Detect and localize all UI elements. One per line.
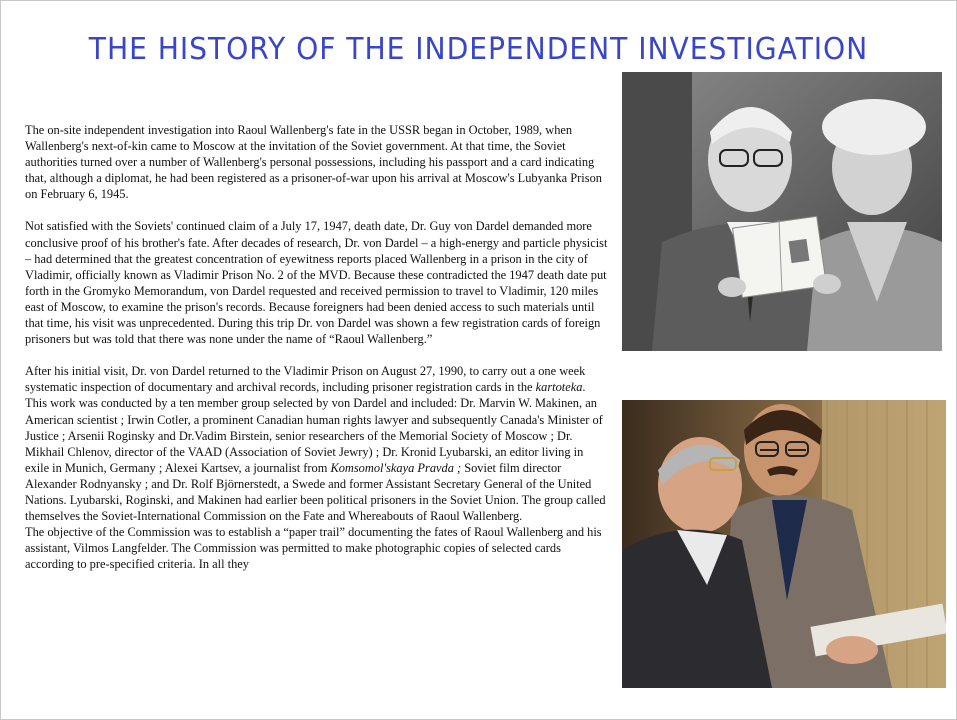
paragraph-3-text-b: . This work was conducted by a ten member group selected by von Dardel and included: Dr. Marvin W. Makinen, an American scientist ; Irwin Cotler, a prominent Canadian human rights lawyer and subsequently Canada's Minister of Justice ; Arsenii Roginsky and Dr.Vadim Birstein, senior researchers of the Memorial Society of Moscow ; Dr. Mikhail Chlenov, director of the VAAD (Association of Soviet Jewry) ; Dr. Kronid Lyubarski, an editor living in exile in Munich, Germany ; Alexei Kartsev, a journalist from <box>25 380 603 475</box>
paragraph-1: The on-site independent investigation into Raoul Wallenberg's fate in the USSR began in October, 1989, when Wallenberg's next-of-kin came to Moscow at the invitation of the Soviet government. At that time, the Soviet authorities turned over a number of Wallenberg's personal possessions, including his passport and a card indicating that, although a diplomat, he had been registered as a prisoner-of-war upon his arrival at Moscow's Lubyanka Prison on February 6, 1945. <box>25 123 602 202</box>
kartoteka-term: kartoteka <box>535 380 583 395</box>
paragraph-2: Not satisfied with the Soviets' continued claim of a July 17, 1947, death date, Dr. Guy von Dardel demanded more conclusive proof of his brother's fate. After decades of research, Dr. von Dardel – a high-energy and particle physicist – had determined that the greatest concentration of eyewitness reports placed Wallenberg in a prison in the city of Vladimir, officially known as Vladimir Prison No. 2 of the MVD. Because these contradicted the 1947 death date put forth in the Gromyko Memorandum, von Dardel requested and received permission to travel to Vladimir, 120 miles east of Moscow, to examine the prison's records. Because foreigners had been denied access to such materials until that time, his visit was unprecedented. During this trip Dr. von Dardel was shown a few registration cards of foreign prisoners but was told that there was none under the name of “Raoul Wallenberg.” <box>25 219 608 347</box>
komsomolskaya-pravda-term: Komsomol'skaya Pravda ; <box>330 460 462 475</box>
paragraph-3-text-a: After his initial visit, Dr. von Dardel returned to the Vladimir Prison on August 27, 1990, to carry out a one week systematic inspection of documentary and archival records, including prisoner registration cards in the <box>25 364 586 395</box>
page-title: THE HISTORY OF THE INDEPENDENT INVESTIGATION <box>88 32 869 68</box>
paragraph-4: The objective of the Commission was to establish a “paper trail” documenting the fates of Raoul Wallenberg and his assistant, Vilmos Langfelder. The Commission was permitted to make photographic copies of selected cards according to pre-specified criteria. In all they <box>25 525 602 572</box>
paragraph-3 <box>25 363 610 524</box>
paragraph-3-text-c: Soviet film director Alexander Rodnyansky ; and Dr. Rolf Björnerstedt, a Swede and former Assistant Secretary General of the United Nations. Lyubarski, Roginski, and Makinen had earlier been political prisoners in the Soviet Union. The group called themselves the Soviet-International Commission on the Fate and Whereabouts of Raoul Wallenberg. <box>25 460 606 524</box>
photo-commission-members <box>622 400 946 688</box>
article-body <box>25 122 610 572</box>
photo-passport <box>622 72 942 351</box>
